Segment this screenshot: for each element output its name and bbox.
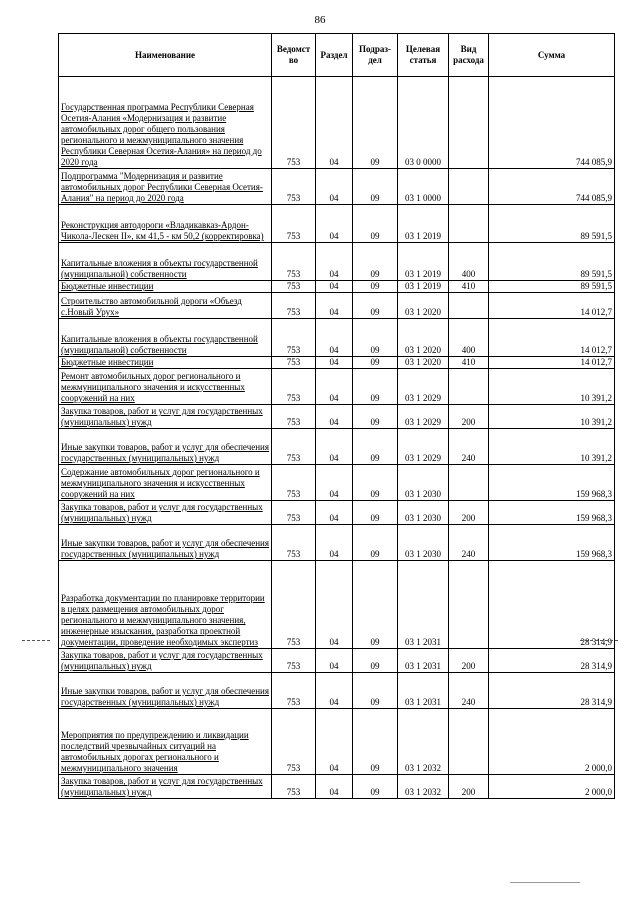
cell-expense [449, 709, 489, 775]
cell-name [59, 293, 272, 319]
cell-ministry-text: 753 [286, 231, 301, 241]
cell-section [316, 77, 353, 169]
cell-ministry-text: 753 [286, 269, 301, 279]
cell-amount-text: 10 391,2 [580, 453, 612, 463]
col-header-name: Наименование [59, 34, 272, 77]
cell-ministry [272, 319, 316, 357]
table-row [59, 169, 615, 205]
cell-subsection [353, 319, 398, 357]
cell-section [316, 429, 353, 465]
cell-target [398, 243, 449, 281]
cell-ministry-text: 753 [286, 489, 301, 499]
cell-subsection-text: 09 [370, 489, 380, 499]
cell-section [316, 525, 353, 561]
table-row [59, 649, 615, 673]
cell-target-text: 03 1 2019 [405, 231, 441, 241]
cell-target-text: 03 1 2031 [405, 697, 441, 707]
cell-name-text: Капитальные вложения в объекты государственной (муниципальной) собственности [61, 334, 258, 355]
cell-amount-text: 89 591,5 [580, 281, 612, 291]
cell-subsection-text: 09 [370, 307, 380, 317]
cell-name [59, 561, 272, 649]
cell-subsection [353, 501, 398, 525]
cell-amount-text: 159 968,3 [576, 513, 612, 523]
cell-ministry-text: 753 [286, 281, 301, 291]
cell-subsection [353, 775, 398, 799]
cell-expense [449, 205, 489, 243]
cell-ministry-text: 753 [286, 763, 301, 773]
scan-artifact-right [580, 640, 618, 641]
cell-amount [489, 501, 615, 525]
cell-ministry [272, 465, 316, 501]
cell-amount-text: 28 314,9 [580, 637, 612, 647]
cell-subsection [353, 293, 398, 319]
footer-rule [510, 882, 580, 883]
cell-expense [449, 293, 489, 319]
cell-name [59, 525, 272, 561]
cell-section [316, 405, 353, 429]
table-row [59, 357, 615, 369]
table-row [59, 293, 615, 319]
cell-section [316, 281, 353, 293]
cell-expense-text: 200 [461, 787, 476, 797]
table-row [59, 525, 615, 561]
cell-target [398, 319, 449, 357]
cell-section [316, 465, 353, 501]
cell-ministry [272, 205, 316, 243]
cell-name-text: Содержание автомобильных дорог регионального и межмуниципального значения и искусственных сооружений на них [61, 467, 260, 499]
cell-section [316, 293, 353, 319]
cell-ministry [272, 357, 316, 369]
cell-ministry-text: 753 [286, 307, 301, 317]
cell-amount [489, 775, 615, 799]
cell-section-text: 04 [329, 269, 339, 279]
cell-ministry [272, 775, 316, 799]
cell-name-text: Иные закупки товаров, работ и услуг для обеспечения государственных (муниципальных) нужд [61, 686, 269, 707]
cell-name-text: Закупка товаров, работ и услуг для государственных (муниципальных) нужд [61, 502, 263, 523]
cell-expense-text: 410 [461, 357, 476, 367]
cell-ministry-text: 753 [286, 193, 301, 203]
table-row [59, 775, 615, 799]
cell-target [398, 369, 449, 405]
cell-section-text: 04 [329, 637, 339, 647]
cell-amount-text: 10 391,2 [580, 417, 612, 427]
cell-name [59, 405, 272, 429]
cell-amount-text: 2 000,0 [585, 763, 612, 773]
cell-section-text: 04 [329, 763, 339, 773]
cell-target [398, 501, 449, 525]
cell-target [398, 405, 449, 429]
cell-ministry-text: 753 [286, 453, 301, 463]
cell-target [398, 673, 449, 709]
cell-amount [489, 319, 615, 357]
cell-subsection-text: 09 [370, 393, 380, 403]
cell-section [316, 709, 353, 775]
cell-name [59, 429, 272, 465]
cell-subsection [353, 369, 398, 405]
cell-subsection-text: 09 [370, 357, 380, 367]
cell-subsection [353, 465, 398, 501]
cell-expense-text: 240 [461, 697, 476, 707]
cell-section-text: 04 [329, 697, 339, 707]
table-row [59, 673, 615, 709]
cell-target-text: 03 1 2019 [405, 281, 441, 291]
cell-expense [449, 465, 489, 501]
cell-target [398, 465, 449, 501]
cell-name-text: Ремонт автомобильных дорог регионального и межмуниципального значения и искусственных сооружений на них [61, 371, 245, 403]
cell-amount [489, 561, 615, 649]
cell-amount [489, 405, 615, 429]
cell-name [59, 465, 272, 501]
cell-ministry-text: 753 [286, 345, 301, 355]
table-row [59, 77, 615, 169]
cell-subsection-text: 09 [370, 157, 380, 167]
cell-target [398, 649, 449, 673]
table-row [59, 281, 615, 293]
cell-expense [449, 429, 489, 465]
cell-section-text: 04 [329, 453, 339, 463]
cell-subsection [353, 525, 398, 561]
cell-expense [449, 77, 489, 169]
page-number: 86 [314, 14, 326, 26]
cell-section [316, 561, 353, 649]
cell-expense [449, 169, 489, 205]
cell-section [316, 319, 353, 357]
cell-name [59, 709, 272, 775]
table-row [59, 709, 615, 775]
cell-section [316, 169, 353, 205]
cell-amount-text: 744 085,9 [576, 193, 612, 203]
cell-section [316, 369, 353, 405]
cell-name-text: Разработка документации по планировке территории в целях размещения автомобильных дорог регионального и межмуниципального значения, инженерные изыскания, разработка проектной документации, проведение необходимых экспертиз [61, 593, 265, 647]
cell-expense [449, 243, 489, 281]
cell-expense [449, 525, 489, 561]
cell-ministry [272, 405, 316, 429]
cell-section [316, 205, 353, 243]
cell-expense-text: 240 [461, 453, 476, 463]
cell-expense [449, 405, 489, 429]
cell-ministry-text: 753 [286, 661, 301, 671]
cell-name-text: Мероприятия по предупреждению и ликвидации последствий чрезвычайных ситуаций на автомобильных дорогах регионального и межмуниципального значения [61, 730, 249, 773]
cell-subsection [353, 405, 398, 429]
cell-subsection [353, 281, 398, 293]
cell-name-text: Иные закупки товаров, работ и услуг для обеспечения государственных (муниципальных) нужд [61, 442, 269, 463]
cell-name [59, 369, 272, 405]
table-row [59, 465, 615, 501]
cell-section [316, 501, 353, 525]
cell-subsection [353, 561, 398, 649]
cell-expense-text: 200 [461, 661, 476, 671]
cell-target-text: 03 1 2020 [405, 357, 441, 367]
cell-subsection-text: 09 [370, 417, 380, 427]
cell-subsection-text: 09 [370, 549, 380, 559]
cell-subsection-text: 09 [370, 513, 380, 523]
cell-section-text: 04 [329, 281, 339, 291]
cell-section-text: 04 [329, 549, 339, 559]
col-header-expense: Вид расхода [449, 34, 489, 77]
cell-section [316, 673, 353, 709]
cell-amount [489, 709, 615, 775]
cell-name-text: Реконструкция автодороги «Владикавказ-Ардон-Чикола-Лескен II», км 41,5 - км 50,2 (корректировка) [61, 220, 264, 241]
cell-name [59, 169, 272, 205]
cell-target-text: 03 1 2030 [405, 489, 441, 499]
col-header-ministry: Ведомст во [272, 34, 316, 77]
cell-expense-text: 200 [461, 513, 476, 523]
cell-subsection-text: 09 [370, 269, 380, 279]
cell-target [398, 525, 449, 561]
cell-name-text: Закупка товаров, работ и услуг для государственных (муниципальных) нужд [61, 650, 263, 671]
cell-target [398, 357, 449, 369]
cell-target-text: 03 1 2031 [405, 637, 441, 647]
cell-expense-text: 400 [461, 269, 476, 279]
table-row [59, 243, 615, 281]
cell-ministry [272, 649, 316, 673]
cell-subsection-text: 09 [370, 637, 380, 647]
cell-target-text: 03 1 2020 [405, 307, 441, 317]
cell-target [398, 429, 449, 465]
table-row [59, 501, 615, 525]
cell-section [316, 775, 353, 799]
cell-subsection-text: 09 [370, 697, 380, 707]
cell-expense [449, 281, 489, 293]
col-header-amount: Сумма [489, 34, 615, 77]
col-header-section: Раздел [316, 34, 353, 77]
cell-amount-text: 744 085,9 [576, 157, 612, 167]
cell-section-text: 04 [329, 357, 339, 367]
cell-expense [449, 501, 489, 525]
cell-target-text: 03 1 2030 [405, 513, 441, 523]
cell-name [59, 243, 272, 281]
cell-name-text: Капитальные вложения в объекты государственной (муниципальной) собственности [61, 258, 258, 279]
cell-amount-text: 159 968,3 [576, 549, 612, 559]
cell-subsection-text: 09 [370, 345, 380, 355]
cell-subsection-text: 09 [370, 231, 380, 241]
cell-amount [489, 465, 615, 501]
cell-target-text: 03 1 2020 [405, 345, 441, 355]
cell-name-text: Закупка товаров, работ и услуг для государственных (муниципальных) нужд [61, 776, 263, 797]
cell-amount-text: 28 314,9 [580, 661, 612, 671]
cell-amount-text: 89 591,5 [580, 269, 612, 279]
cell-subsection-text: 09 [370, 763, 380, 773]
cell-target [398, 561, 449, 649]
cell-subsection [353, 205, 398, 243]
cell-amount [489, 281, 615, 293]
cell-ministry-text: 753 [286, 417, 301, 427]
table-row [59, 205, 615, 243]
cell-amount [489, 649, 615, 673]
cell-expense [449, 561, 489, 649]
cell-expense [449, 775, 489, 799]
cell-name-text: Иные закупки товаров, работ и услуг для обеспечения государственных (муниципальных) нужд [61, 538, 269, 559]
table-row [59, 429, 615, 465]
cell-ministry [272, 369, 316, 405]
cell-ministry [272, 501, 316, 525]
cell-ministry-text: 753 [286, 549, 301, 559]
cell-amount [489, 205, 615, 243]
cell-target [398, 205, 449, 243]
cell-ministry-text: 753 [286, 697, 301, 707]
cell-amount-text: 14 012,7 [580, 357, 612, 367]
cell-name-text: Бюджетные инвестиции [61, 357, 154, 367]
cell-expense [449, 649, 489, 673]
cell-ministry [272, 561, 316, 649]
cell-subsection-text: 09 [370, 193, 380, 203]
table-header-row [59, 34, 615, 77]
cell-name-text: Бюджетные инвестиции [61, 281, 154, 291]
cell-ministry-text: 753 [286, 157, 301, 167]
table-row [59, 405, 615, 429]
cell-ministry-text: 753 [286, 513, 301, 523]
cell-subsection [353, 357, 398, 369]
cell-amount-text: 10 391,2 [580, 393, 612, 403]
cell-ministry [272, 293, 316, 319]
cell-amount [489, 243, 615, 281]
cell-name [59, 77, 272, 169]
cell-section-text: 04 [329, 489, 339, 499]
cell-ministry [272, 169, 316, 205]
cell-ministry [272, 525, 316, 561]
cell-subsection [353, 169, 398, 205]
cell-amount-text: 28 314,9 [580, 697, 612, 707]
cell-section-text: 04 [329, 661, 339, 671]
cell-section [316, 649, 353, 673]
col-header-subsection: Подраз- дел [353, 34, 398, 77]
cell-name [59, 319, 272, 357]
cell-target [398, 281, 449, 293]
cell-subsection-text: 09 [370, 787, 380, 797]
col-header-target: Целевая статья [398, 34, 449, 77]
cell-subsection [353, 77, 398, 169]
cell-ministry [272, 673, 316, 709]
cell-name-text: Строительство автомобильной дороги «Объезд с.Новый Урух» [61, 296, 242, 317]
cell-subsection [353, 243, 398, 281]
cell-ministry-text: 753 [286, 787, 301, 797]
cell-section-text: 04 [329, 393, 339, 403]
cell-name [59, 673, 272, 709]
cell-name [59, 205, 272, 243]
cell-section-text: 04 [329, 157, 339, 167]
cell-expense-text: 400 [461, 345, 476, 355]
cell-expense [449, 357, 489, 369]
cell-expense [449, 673, 489, 709]
cell-section [316, 357, 353, 369]
cell-section-text: 04 [329, 417, 339, 427]
cell-ministry [272, 77, 316, 169]
cell-target [398, 775, 449, 799]
cell-expense-text: 200 [461, 417, 476, 427]
cell-subsection [353, 673, 398, 709]
cell-section-text: 04 [329, 231, 339, 241]
cell-section-text: 04 [329, 193, 339, 203]
cell-target-text: 03 0 0000 [405, 157, 441, 167]
table-row [59, 561, 615, 649]
cell-expense [449, 369, 489, 405]
cell-section-text: 04 [329, 787, 339, 797]
cell-amount [489, 293, 615, 319]
cell-amount [489, 525, 615, 561]
cell-subsection-text: 09 [370, 661, 380, 671]
cell-section-text: 04 [329, 513, 339, 523]
cell-target-text: 03 1 2029 [405, 417, 441, 427]
cell-section-text: 04 [329, 345, 339, 355]
budget-table [58, 33, 615, 799]
table-row [59, 319, 615, 357]
cell-target-text: 03 1 2030 [405, 549, 441, 559]
cell-target-text: 03 1 2029 [405, 453, 441, 463]
cell-name-text: Государственная программа Республики Северная Осетия-Алания «Модернизация и развитие автомобильных дорог общего пользования регионального и межмуниципального значения Республики Северная Осетия-Алания» на период до 2020 года [61, 102, 262, 167]
cell-name [59, 501, 272, 525]
cell-amount-text: 159 968,3 [576, 489, 612, 499]
cell-name [59, 281, 272, 293]
cell-name-text: Подпрограмма "Модернизация и развитие автомобильных дорог Республики Северная Осетия-Алания" на период до 2020 года [61, 171, 263, 203]
cell-amount [489, 357, 615, 369]
cell-amount [489, 673, 615, 709]
cell-subsection [353, 429, 398, 465]
scan-artifact-left [22, 640, 50, 641]
cell-amount-text: 2 000,0 [585, 787, 612, 797]
cell-amount [489, 77, 615, 169]
cell-subsection [353, 709, 398, 775]
cell-name [59, 649, 272, 673]
cell-target-text: 03 1 2019 [405, 269, 441, 279]
cell-amount [489, 429, 615, 465]
cell-section [316, 243, 353, 281]
cell-ministry [272, 709, 316, 775]
cell-ministry-text: 753 [286, 357, 301, 367]
cell-amount [489, 369, 615, 405]
cell-expense-text: 410 [461, 281, 476, 291]
cell-subsection-text: 09 [370, 453, 380, 463]
cell-target-text: 03 1 2032 [405, 763, 441, 773]
cell-subsection [353, 649, 398, 673]
cell-target [398, 77, 449, 169]
cell-target-text: 03 1 0000 [405, 193, 441, 203]
cell-target [398, 169, 449, 205]
cell-expense [449, 319, 489, 357]
cell-amount-text: 14 012,7 [580, 345, 612, 355]
cell-ministry [272, 243, 316, 281]
cell-amount-text: 14 012,7 [580, 307, 612, 317]
table-row [59, 369, 615, 405]
cell-section-text: 04 [329, 307, 339, 317]
cell-amount-text: 89 591,5 [580, 231, 612, 241]
cell-name [59, 775, 272, 799]
cell-target-text: 03 1 2031 [405, 661, 441, 671]
cell-name [59, 357, 272, 369]
cell-name-text: Закупка товаров, работ и услуг для государственных (муниципальных) нужд [61, 406, 263, 427]
cell-target-text: 03 1 2032 [405, 787, 441, 797]
cell-target [398, 293, 449, 319]
cell-ministry [272, 429, 316, 465]
cell-amount [489, 169, 615, 205]
cell-subsection-text: 09 [370, 281, 380, 291]
cell-target-text: 03 1 2029 [405, 393, 441, 403]
cell-ministry-text: 753 [286, 637, 301, 647]
cell-ministry-text: 753 [286, 393, 301, 403]
cell-ministry [272, 281, 316, 293]
cell-expense-text: 240 [461, 549, 476, 559]
cell-target [398, 709, 449, 775]
